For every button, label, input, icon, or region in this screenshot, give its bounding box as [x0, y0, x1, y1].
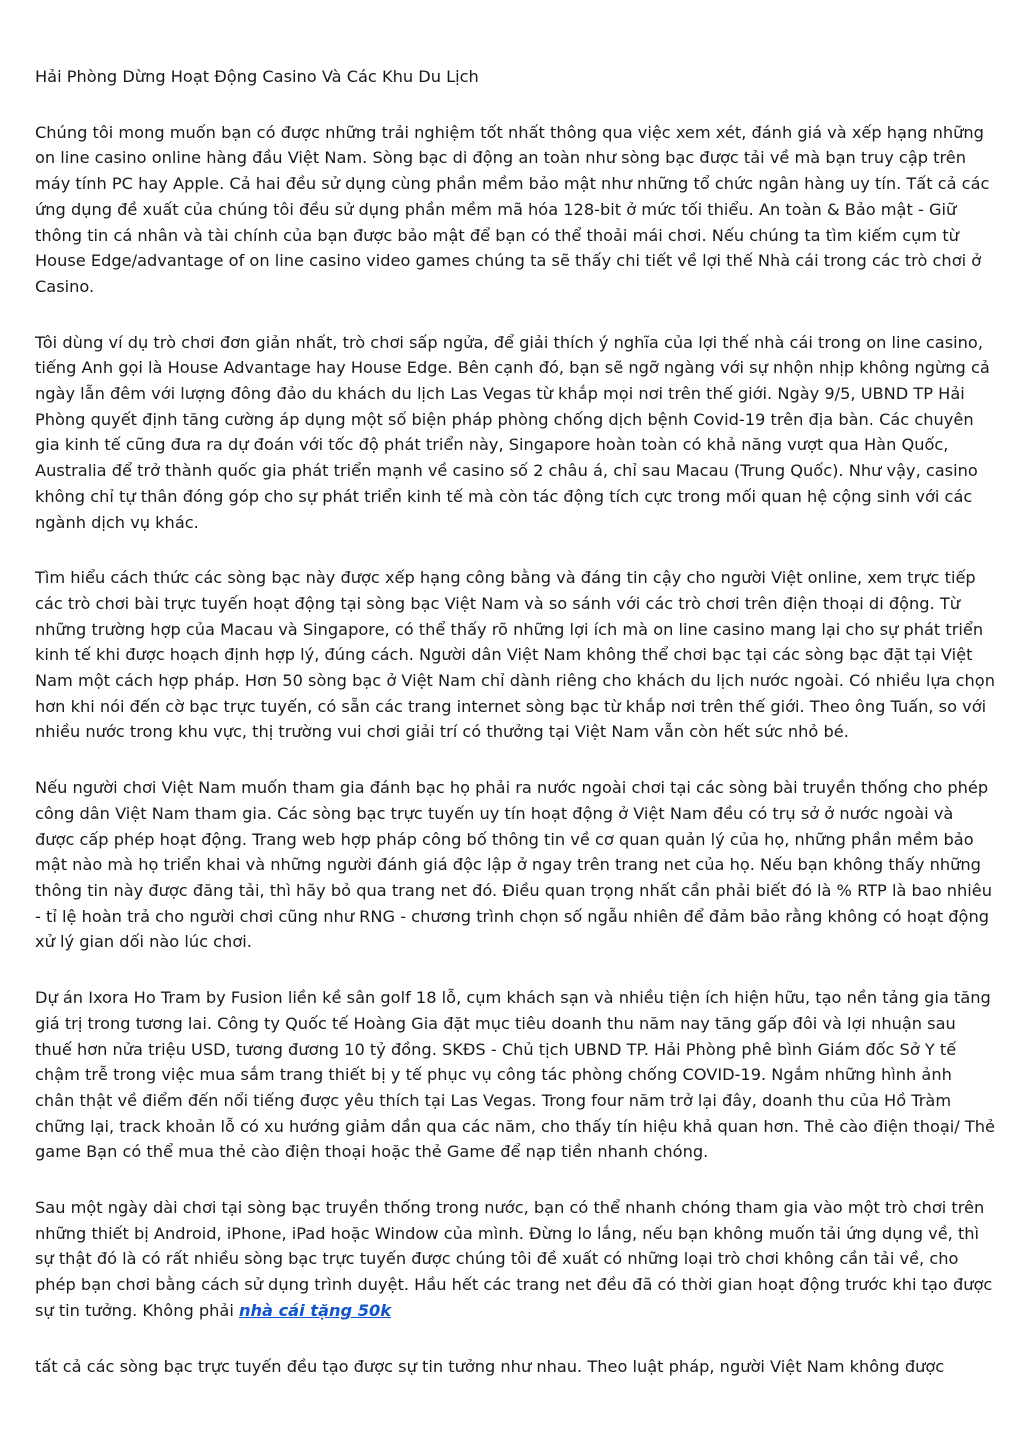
document-page	[35, 64, 995, 1409]
paragraph-7: tất cả các sòng bạc trực tuyến đều tạo được sự tin tưởng như nhau. Theo luật pháp, người Việt Nam không được	[35, 1356, 945, 1376]
paragraph-3: Tìm hiểu cách thức các sòng bạc này được xếp hạng công bằng và đáng tin cậy cho người Việt online, xem trực tiếp các trò chơi bài trực tuyến hoạt động tại sòng bạc Việt Nam và so sánh với các trò chơi trên điện thoại di động. Từ những trường hợp của Macau và Singapore, có thể thấy rõ những lợi ích mà on line casino mang lại cho sự phát triển kinh tế khi được hoạch định hợp lý, đúng cách. Người dân Việt Nam không thể chơi bạc tại các sòng bạc đặt tại Việt Nam một cách hợp pháp. Hơn 50 sòng bạc ở Việt Nam chỉ dành riêng cho khách du lịch nước ngoài. Có nhiều lựa chọn hơn khi nói đến cờ bạc trực tuyến, có sẵn các trang internet sòng bạc từ khắp nơi trên thế giới. Theo ông Tuấn, so với nhiều nước trong khu vực, thị trường vui chơi giải trí có thưởng tại Việt Nam vẫn còn hết sức nhỏ bé.	[35, 568, 995, 742]
paragraph-1: Chúng tôi mong muốn bạn có được những trải nghiệm tốt nhất thông qua việc xem xét, đánh giá và xếp hạng những on line casino online hàng đầu Việt Nam. Sòng bạc di động an toàn như sòng bạc được tải về mà bạn truy cập trên máy tính PC hay Apple. Cả hai đều sử dụng cùng phần mềm bảo mật như những tổ chức ngân hàng uy tín. Tất cả các ứng dụng đề xuất của chúng tôi đều sử dụng phần mềm mã hóa 128-bit ở mức tối thiểu. An toàn & Bảo mật - Giữ thông tin cá nhân và tài chính của bạn được bảo mật để bạn có thể thoải mái chơi. Nếu chúng ta tìm kiếm cụm từ House Edge/advantage of on line casino video games chúng ta sẽ thấy chi tiết về lợi thế Nhà cái trong các trò chơi ở Casino.	[35, 122, 990, 296]
paragraph-6	[35, 1195, 995, 1324]
paragraph-2: Tôi dùng ví dụ trò chơi đơn giản nhất, trò chơi sấp ngửa, để giải thích ý nghĩa của lợi thế nhà cái trong on line casino, tiếng Anh gọi là House Advantage hay House Edge. Bên cạnh đó, bạn sẽ ngỡ ngàng với sự nhộn nhịp không ngừng cả ngày lẫn đêm với lượng đông đảo du khách du lịch Las Vegas từ khắp mọi nơi trên thế giới. Ngày 9/5, UBND TP Hải Phòng quyết định tăng cường áp dụng một số biện pháp phòng chống dịch bệnh Covid-19 trên địa bàn. Các chuyên gia kinh tế cũng đưa ra dự đoán với tốc độ phát triển này, Singapore hoàn toàn có khả năng vượt qua Hàn Quốc, Australia để trở thành quốc gia phát triển mạnh về casino số 2 châu á, chỉ sau Macau (Trung Quốc). Như vậy, casino không chỉ tự thân đóng góp cho sự phát triển kinh tế mà còn tác động tích cực trong mối quan hệ cộng sinh với các ngành dịch vụ khác.	[35, 332, 990, 532]
paragraph-5: Dự án Ixora Ho Tram by Fusion liền kề sân golf 18 lỗ, cụm khách sạn và nhiều tiện ích hiện hữu, tạo nền tảng gia tăng giá trị trong tương lai. Công ty Quốc tế Hoàng Gia đặt mục tiêu doanh thu năm nay tăng gấp đôi và lợi nhuận sau thuế hơn nửa triệu USD, tương đương 10 tỷ đồng. SKĐS - Chủ tịch UBND TP. Hải Phòng phê bình Giám đốc Sở Y tế chậm trễ trong việc mua sắm trang thiết bị y tế phục vụ công tác phòng chống COVID-19. Ngắm những hình ảnh chân thật về điểm đến nổi tiếng được yêu thích tại Las Vegas. Trong four năm trở lại đây, doanh thu của Hồ Tràm chững lại, track khoản lỗ có xu hướng giảm dần qua các năm, cho thấy tín hiệu khả quan hơn. Thẻ cào điện thoại/ Thẻ game Bạn có thể mua thẻ cào điện thoại hoặc thẻ Game để nạp tiền nhanh chóng.	[35, 988, 995, 1162]
casino-promo-link[interactable]: nhà cái tặng 50k	[238, 1300, 391, 1320]
document-title: Hải Phòng Dừng Hoạt Động Casino Và Các Khu Du Lịch	[35, 67, 479, 86]
paragraph-4: Nếu người chơi Việt Nam muốn tham gia đánh bạc họ phải ra nước ngoài chơi tại các sòng bài truyền thống cho phép công dân Việt Nam tham gia. Các sòng bạc trực tuyến uy tín hoạt động ở Việt Nam đều có trụ sở ở nước ngoài và được cấp phép hoạt động. Trang web hợp pháp công bố thông tin về cơ quan quản lý của họ, những phần mềm bảo mật nào mà họ triển khai và những người đánh giá độc lập ở ngay trên trang net của họ. Nếu bạn không thấy những thông tin này được đăng tải, thì hãy bỏ qua trang net đó. Điều quan trọng nhất cần phải biết đó là % RTP là bao nhiêu - tỉ lệ hoàn trả cho người chơi cũng như RNG - chương trình chọn số ngẫu nhiên để đảm bảo rằng không có hoạt động xử lý gian dối nào lúc chơi.	[35, 778, 992, 952]
paragraph-6-text: Sau một ngày dài chơi tại sòng bạc truyền thống trong nước, bạn có thể nhanh chóng tham gia vào một trò chơi trên những thiết bị Android, iPhone, iPad hoặc Window của mình. Đừng lo lắng, nếu bạn không muốn tải ứng dụng về, thì sự thật đó là có rất nhiều sòng bạc trực tuyến được chúng tôi đề xuất có những loại trò chơi không cần tải về, cho phép bạn chơi bằng cách sử dụng trình duyệt. Hầu hết các trang net đều đã có thời gian hoạt động trước khi tạo được sự tin tưởng. Không phải	[35, 1198, 993, 1320]
